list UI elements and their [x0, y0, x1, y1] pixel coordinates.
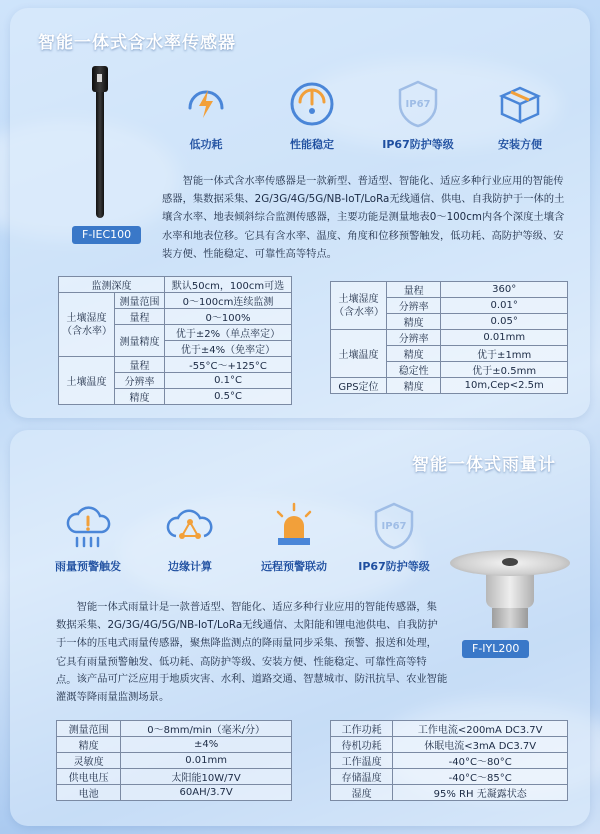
table-row: 测量精度 优于±2%（单点率定）: [59, 325, 292, 341]
table-row: 待机功耗 休眠电流<3mA DC3.7V: [331, 737, 568, 753]
product-applications: 该产品可广泛应用于地质灾害、水利、道路交通、智慧城市、防汛抗旱、农业智能灌溉等降雨量监测场景。: [56, 673, 448, 704]
gauge-icon: [286, 78, 338, 130]
table-row: 电池 60AH/3.7V: [57, 785, 292, 801]
alarm-light-icon: [268, 500, 320, 552]
moisture-sensor-image: [92, 66, 108, 218]
feature-edge-computing: [150, 500, 230, 574]
table-row: 精度 优于±1mm: [331, 346, 568, 362]
rain-cloud-alert-icon: [62, 500, 114, 552]
table-row: 监测深度 默认50cm，100cm可选: [59, 277, 292, 293]
table-row: 供电电压 太阳能10W/7V: [57, 769, 292, 785]
feature-low-power: [166, 78, 246, 152]
rain-spec-table-left: [56, 720, 292, 801]
table-row: 土壤温度 分辨率 0.01mm: [331, 330, 568, 346]
table-row: GPS定位 精度 10m,Cep<2.5m: [331, 378, 568, 394]
table-row: 灵敏度 0.01mm: [57, 753, 292, 769]
rain-spec-table-right: [330, 720, 568, 801]
table-row: 土壤湿度（含水率） 测量范围 0～100cm连续监测: [59, 293, 292, 309]
table-row: 优于±4%（免率定）: [59, 341, 292, 357]
table-row: 工作功耗 工作电流<200mA DC3.7V: [331, 721, 568, 737]
rain-gauge-image: [450, 550, 570, 636]
table-row: 分辨率 0.01°: [331, 298, 568, 314]
feature-label: 安装方便: [498, 138, 542, 151]
table-row: 工作温度 -40°C～80°C: [331, 753, 568, 769]
table-row: 湿度 95% RH 无凝露状态: [331, 785, 568, 801]
section-title: 智能一体式含水率传感器: [38, 33, 236, 53]
spec-table-right: [330, 281, 568, 394]
feature-label: 性能稳定: [290, 138, 334, 151]
product-description: 智能一体式雨量计是一款普适型、智能化、适应多种行业应用的智能传感器，集数据采集、2G/3G/4G/5G/NB-IoT/LoRa无线通信、太阳能和锂电池供电、自我防护于一体的压电式雨量传感器，聚焦降监测点的降雨量同步采集、预警、报送和处理，它具有雨量预警触发、低功耗、高防护等级、安装方便、性能稳定、可靠性高等特点。: [56, 601, 438, 686]
feature-label: 雨量预警触发: [55, 560, 121, 573]
table-row: 精度 ±4%: [57, 737, 292, 753]
svg-text:IP67: IP67: [381, 521, 407, 532]
feature-ip67: [378, 78, 458, 152]
feature-label: 远程预警联动: [261, 560, 327, 573]
table-row: 量程 0～100%: [59, 309, 292, 325]
product-model-label: F-IYL200: [462, 640, 529, 658]
cloud-network-icon: [164, 500, 216, 552]
product-description: 智能一体式含水率传感器是一款新型、普适型、智能化、适应多种行业应用的智能传感器，集数据采集、2G/3G/4G/5G/NB-IoT/LoRa无线通信、供电、自我防护于一体的土壤含水率、地表倾斜综合监测传感器，主要功能是测量地表0～100cm内各个深度土壤含水率和地表位移。它具有含水率、温度、角度和位移预警触发，低功耗、高防护等级、安装方便、性能稳定、可靠性高等特点。: [162, 175, 565, 260]
ip67-shield-icon: [368, 500, 420, 552]
package-box-icon: [494, 78, 546, 130]
table-row: 测量范围 0～8mm/min（毫米/分）: [57, 721, 292, 737]
lightning-power-icon: [180, 78, 232, 130]
table-row: 土壤湿度（含水率） 量程 360°: [331, 282, 568, 298]
table-row: 稳定性 优于±0.5mm: [331, 362, 568, 378]
feature-ip67: [354, 500, 434, 574]
table-row: 精度 0.05°: [331, 314, 568, 330]
feature-label: 边缘计算: [168, 560, 212, 573]
section-title: 智能一体式雨量计: [412, 455, 556, 475]
feature-label: 低功耗: [189, 138, 223, 151]
feature-label: IP67防护等级: [358, 560, 430, 573]
feature-label: IP67防护等级: [382, 138, 454, 151]
feature-easy-install: [480, 78, 560, 152]
feature-stable: [272, 78, 352, 152]
feature-rain-alert: [48, 500, 128, 574]
feature-remote-alarm: [254, 500, 334, 574]
table-row: 分辨率 0.1°C: [59, 373, 292, 389]
table-row: 土壤温度 量程 -55°C～+125°C: [59, 357, 292, 373]
spec-table-left: [58, 276, 292, 405]
table-row: 精度 0.5°C: [59, 389, 292, 405]
product-model-label: F-IEC100: [72, 226, 141, 244]
ip67-shield-icon: [392, 78, 444, 130]
table-row: 存储温度 -40°C～85°C: [331, 769, 568, 785]
svg-text:IP67: IP67: [405, 99, 431, 110]
